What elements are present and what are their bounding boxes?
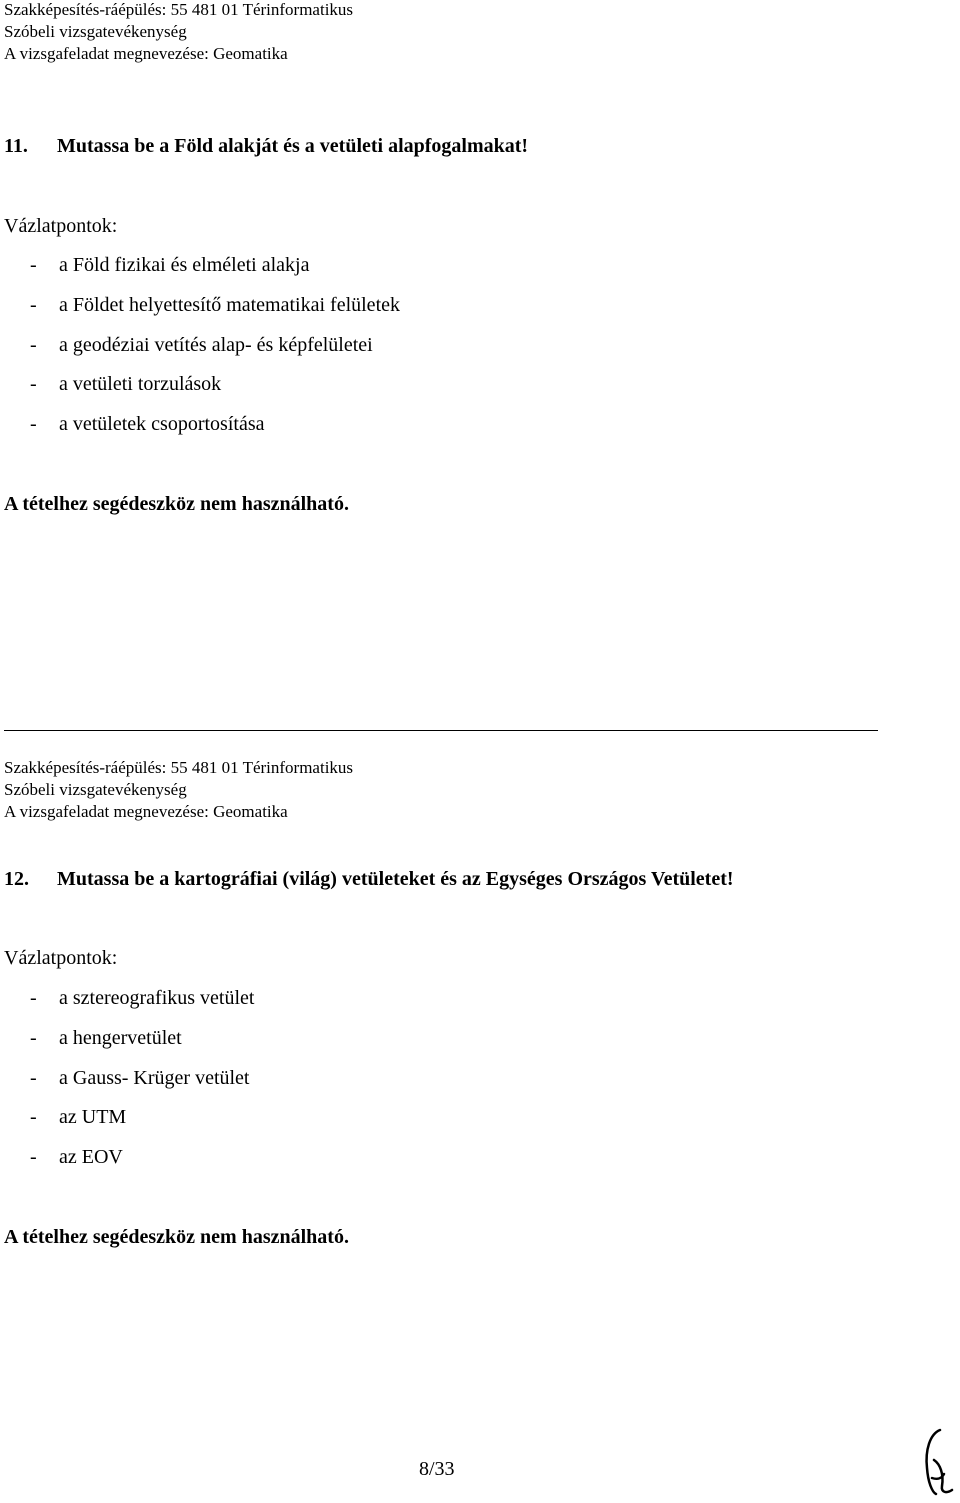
bullet-dash: - [30,254,37,276]
section-1-question [4,134,528,158]
section-1-question-text: Mutassa be a Föld alakját és a vetületi alapfogalmakat! [57,135,529,157]
list-item-text: a geodéziai vetítés alap- és képfelületei [59,334,373,356]
list-item-text: a Gauss- Krüger vetület [59,1067,250,1089]
list-item-text: az UTM [59,1106,127,1128]
section-2-list-item [30,1026,182,1050]
list-item-text: a vetületek csoportosítása [59,413,265,435]
section-2-question [4,867,734,891]
list-item-text: a vetületi torzulások [59,373,222,395]
bullet-dash: - [30,413,37,435]
section-1-list-item [30,333,373,357]
section-1-note: A tételhez segédeszköz nem használható. [4,493,349,515]
section-2-header-line-3: A vizsgafeladat megnevezése: Geomatika [4,802,288,821]
list-item-text: a Föld fizikai és elméleti alakja [59,254,310,276]
section-1-outline-label: Vázlatpontok: [4,215,118,237]
bullet-dash: - [30,373,37,395]
section-2-note: A tételhez segédeszköz nem használható. [4,1226,349,1248]
section-2-list-item [30,1105,126,1129]
bullet-dash: - [30,1067,37,1089]
section-2-question-text: Mutassa be a kartográfiai (világ) vetületeket és az Egységes Országos Vetületet! [57,868,734,890]
bullet-dash: - [30,1106,37,1128]
bullet-dash: - [30,334,37,356]
signature-mark [918,1424,958,1500]
section-2-header-line-2: Szóbeli vizsgatevékenység [4,780,187,799]
section-1-header-line-3: A vizsgafeladat megnevezése: Geomatika [4,44,288,63]
bullet-dash: - [30,987,37,1009]
section-1-header-line-1: Szakképesítés-ráépülés: 55 481 01 Térinformatikus [4,0,354,19]
section-1-list-item [30,293,400,317]
section-1-question-number: 11. [4,135,28,157]
section-2-list-item [30,986,254,1010]
section-1-list-item [30,253,309,277]
list-item-text: a Földet helyettesítő matematikai felületek [59,294,400,316]
section-divider [4,730,878,731]
section-2-list-item [30,1145,123,1169]
bullet-dash: - [30,1146,37,1168]
section-2-outline-label: Vázlatpontok: [4,947,118,969]
section-2-header-line-1: Szakképesítés-ráépülés: 55 481 01 Térinformatikus [4,758,354,777]
section-1-list-item [30,372,221,396]
list-item-text: a sztereografikus vetület [59,987,255,1009]
section-2-question-number: 12. [4,868,29,890]
bullet-dash: - [30,1027,37,1049]
section-1-list-item [30,412,265,436]
section-2-list-item [30,1066,250,1090]
page-number: 8/33 [419,1458,455,1480]
list-item-text: az EOV [59,1146,123,1168]
section-1-header-line-2: Szóbeli vizsgatevékenység [4,22,187,41]
bullet-dash: - [30,294,37,316]
list-item-text: a hengervetület [59,1027,182,1049]
